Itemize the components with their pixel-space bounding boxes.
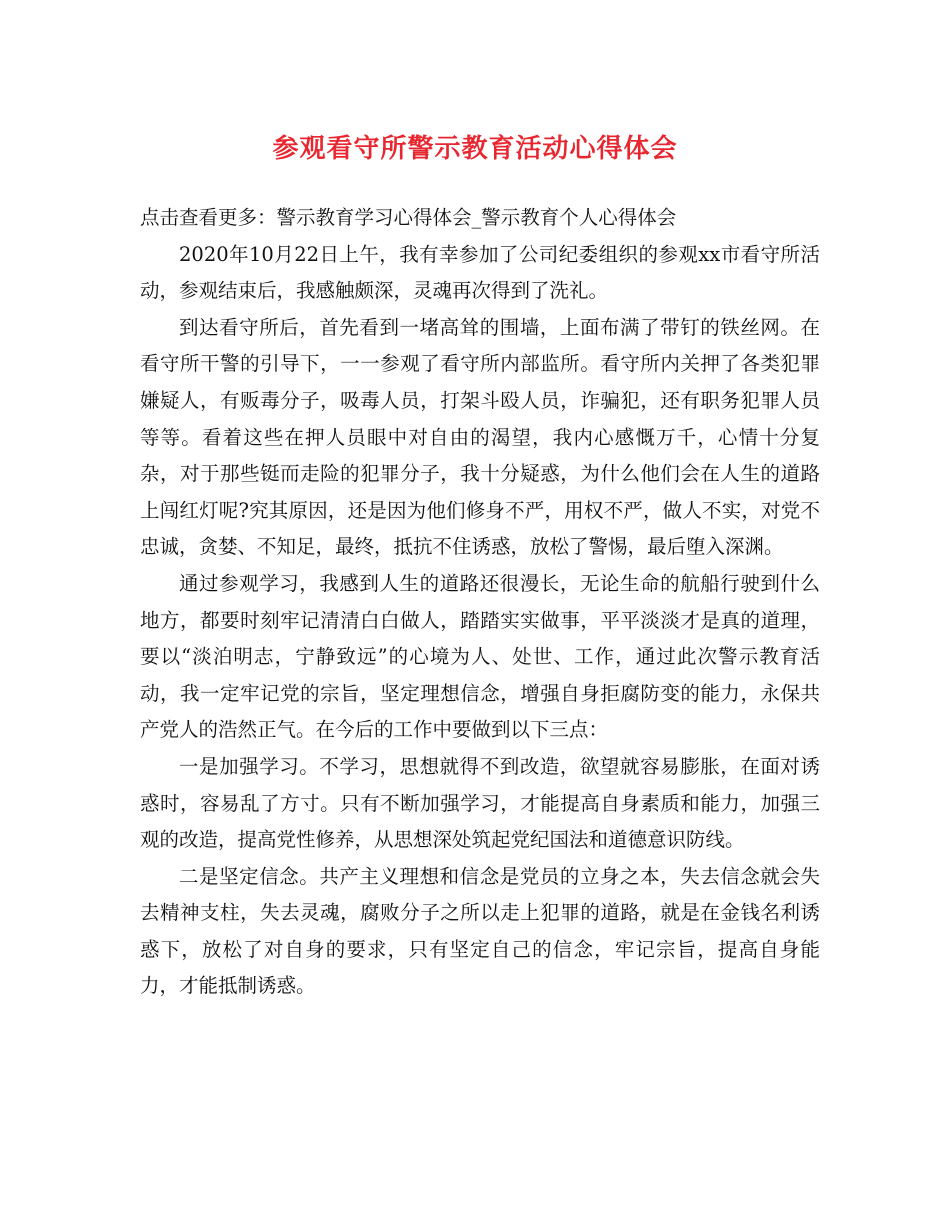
paragraph-point-one: 一是加强学习。不学习，思想就得不到改造，欲望就容易膨胀，在面对诱惑时，容易乱了方寸。只有不断加强学习，才能提高自身素质和能力，加强三观的改造，提高党性修养，从思想深处筑起党纪国法和道德意识防线。 — [140, 754, 820, 852]
document-title: 参观看守所警示教育活动心得体会 — [272, 134, 678, 164]
document-body — [140, 200, 820, 1005]
paragraph-visit: 到达看守所后，首先看到一堵高耸的围墙，上面布满了带钉的铁丝网。在看守所干警的引导下，一一参观了看守所内部监所。看守所内关押了各类犯罪嫌疑人，有贩毒分子，吸毒人员，打架斗殴人员，诈骗犯，还有职务犯罪人员等等。看着这些在押人员眼中对自由的渴望，我内心感慨万千，心情十分复杂，对于那些铤而走险的犯罪分子，我十分疑惑，为什么他们会在人生的道路上闯红灯呢?究其原因，还是因为他们修身不严，用权不严，做人不实，对党不忠诚，贪婪、不知足，最终，抵抗不住诱惑，放松了警惕，最后堕入深渊。 — [140, 315, 820, 559]
paragraph-point-two: 二是坚定信念。共产主义理想和信念是党员的立身之本，失去信念就会失去精神支柱，失去灵魂，腐败分子之所以走上犯罪的道路，就是在金钱名利诱惑下，放松了对自身的要求，只有坚定自己的信念，牢记宗旨，提高自身能力，才能抵制诱惑。 — [140, 864, 820, 998]
paragraph-reflection: 通过参观学习，我感到人生的道路还很漫长，无论生命的航船行驶到什么地方，都要时刻牢记清清白白做人，踏踏实实做事，平平淡淡才是真的道理，要以“淡泊明志，宁静致远”的心境为人、处世、工作，通过此次警示教育活动，我一定牢记党的宗旨，坚定理想信念，增强自身拒腐防变的能力，永保共产党人的浩然正气。在今后的工作中要做到以下三点： — [140, 571, 820, 742]
paragraph-intro: 2020年10月22日上午，我有幸参加了公司纪委组织的参观xx市看守所活动，参观结束后，我感触颇深，灵魂再次得到了洗礼。 — [140, 242, 820, 303]
more-link-line[interactable]: 点击查看更多：警示教育学习心得体会_警示教育个人心得体会 — [140, 206, 677, 229]
